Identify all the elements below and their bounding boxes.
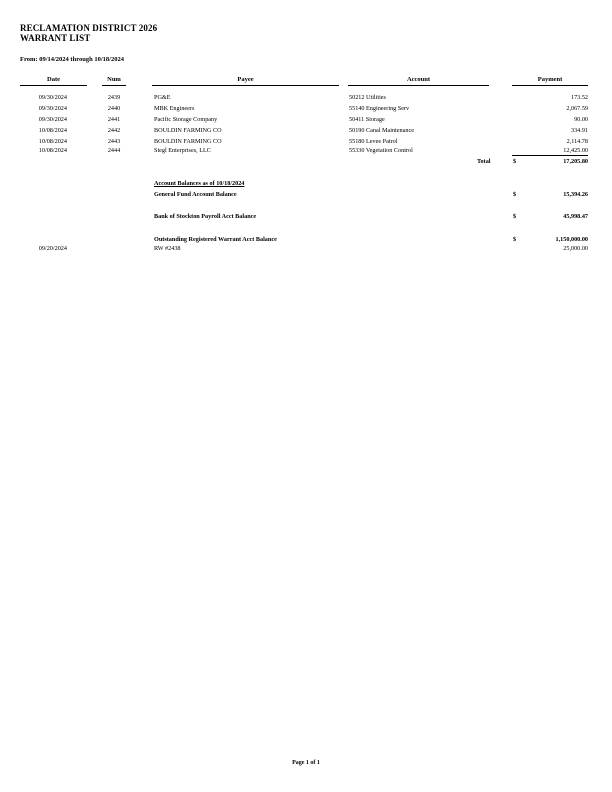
row-date: 09/20/2024 <box>38 245 67 252</box>
row-num: 2441 <box>107 116 121 123</box>
column-header-date: Date <box>20 76 87 86</box>
general-fund-label: General Fund Account Balance <box>154 191 237 198</box>
row-payee: PG&E <box>154 94 171 101</box>
row-account: 50190 Canal Maintenance <box>349 127 414 134</box>
row-amount: 90.00 <box>574 116 588 123</box>
row-date: 10/08/2024 <box>38 138 67 145</box>
row-date: 09/30/2024 <box>38 94 67 101</box>
column-header-payee: Payee <box>152 76 339 86</box>
date-range: From: 09/14/2024 through 10/18/2024 <box>20 56 124 63</box>
table-row <box>0 115 612 124</box>
row-num: 2443 <box>107 138 121 145</box>
row-payee: BOULDIN FARMING CO <box>154 138 222 145</box>
page-number: Page 1 of 1 <box>292 760 320 766</box>
general-fund-amount: 15,394.26 <box>563 191 588 198</box>
column-header-payment: Payment <box>512 76 588 86</box>
row-date: 09/30/2024 <box>38 116 67 123</box>
outstanding-warrant-balance <box>0 235 612 244</box>
general-fund-balance <box>0 190 612 199</box>
row-payee: Pacific Storage Company <box>154 116 218 123</box>
row-amount: 12,425.00 <box>563 147 588 154</box>
outstanding-currency: $ <box>513 236 517 243</box>
total-amount: 17,205.80 <box>563 158 588 165</box>
registered-warrant-row <box>0 244 612 253</box>
payroll-amount: 45,998.47 <box>563 213 588 220</box>
row-payee: MBK Engineers <box>154 105 195 112</box>
payroll-label: Bank of Stockton Payroll Acct Balance <box>154 213 257 220</box>
row-amount: 334.91 <box>570 127 588 134</box>
row-amount: 25,000.00 <box>563 245 588 252</box>
general-fund-currency: $ <box>513 191 517 198</box>
row-num: 2439 <box>107 94 121 101</box>
row-date: 10/08/2024 <box>38 147 67 154</box>
district-name: RECLAMATION DISTRICT 2026 <box>20 23 158 33</box>
table-row <box>0 137 612 146</box>
row-account: 55330 Vegetation Control <box>349 147 413 154</box>
table-row <box>0 126 612 135</box>
total-row <box>0 157 612 167</box>
row-date: 10/08/2024 <box>38 127 67 134</box>
total-label: Total <box>477 158 491 165</box>
row-payee: Siegl Enterprises, LLC <box>154 147 211 154</box>
outstanding-amount: 1,150,000.00 <box>555 236 588 243</box>
report-title <box>20 23 157 43</box>
row-num: 2440 <box>107 105 121 112</box>
row-amount: 2,114.78 <box>566 138 588 145</box>
row-account: 55140 Engineering Serv <box>349 105 410 112</box>
column-header-num: Num <box>102 76 126 86</box>
table-row <box>0 146 612 155</box>
outstanding-label: Outstanding Registered Warrant Acct Balance <box>154 236 277 243</box>
report-name: WARRANT LIST <box>20 33 91 43</box>
row-payee: BOULDIN FARMING CO <box>154 127 222 134</box>
row-num: 2442 <box>107 127 121 134</box>
row-account: 50411 Storage <box>349 116 385 123</box>
row-account: 55180 Levee Patrol <box>349 138 398 145</box>
row-date: 09/30/2024 <box>38 105 67 112</box>
total-divider <box>512 155 588 156</box>
payroll-balance <box>0 212 612 221</box>
table-row <box>0 104 612 113</box>
row-amount: 173.52 <box>570 94 588 101</box>
payroll-currency: $ <box>513 213 517 220</box>
balances-heading: Account Balances as of 10/18/2024 <box>154 180 245 187</box>
column-header-account: Account <box>348 76 489 86</box>
row-amount: 2,067.59 <box>566 105 588 112</box>
row-num: 2444 <box>107 147 121 154</box>
table-row <box>0 93 612 102</box>
row-payee: RW #2438 <box>154 245 181 252</box>
total-currency: $ <box>513 158 517 165</box>
row-account: 50212 Utilities <box>349 94 386 101</box>
